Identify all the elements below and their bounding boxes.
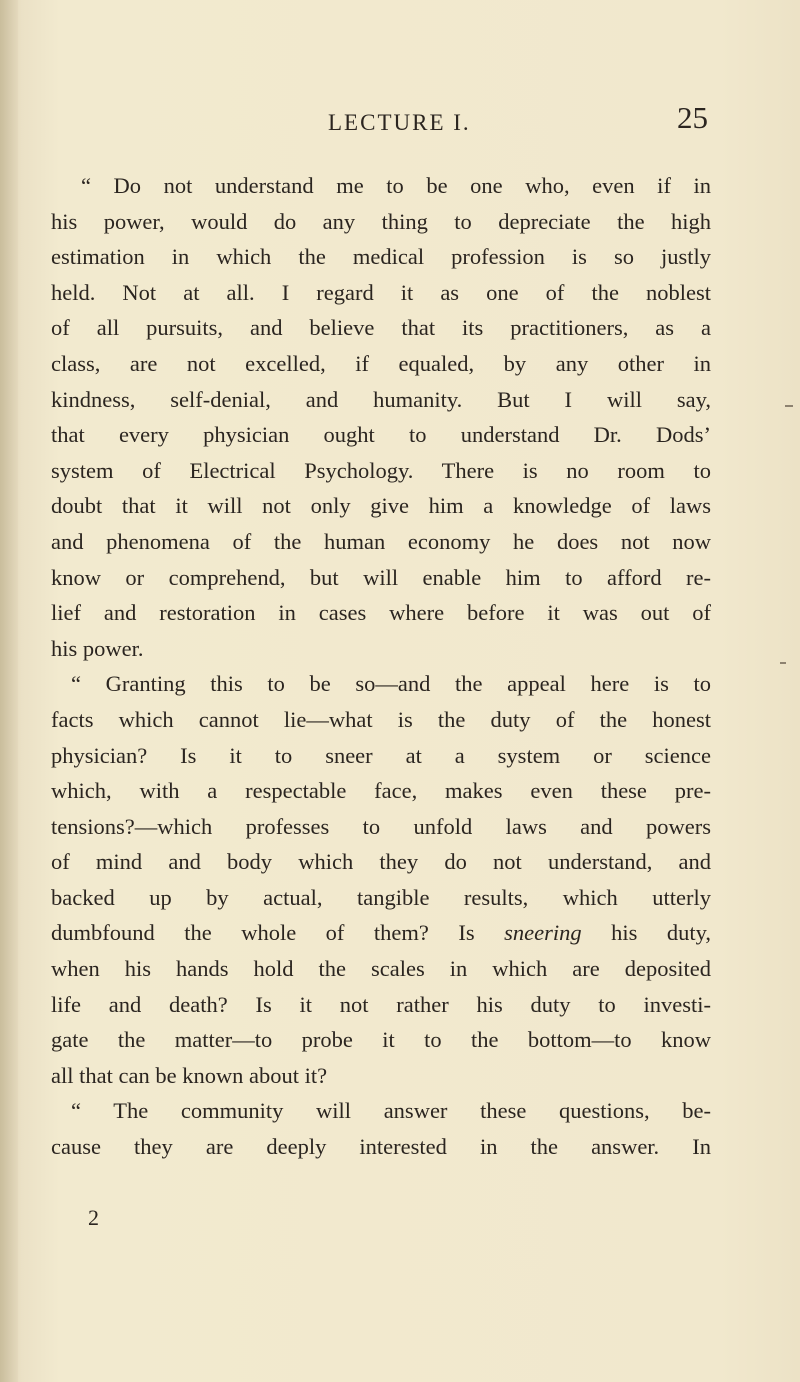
text-line: life and death? Is it not rather his duty to investi- [51,991,711,1017]
text-line: and phenomena of the human economy he does not now [51,528,711,554]
running-head: LECTURE I. [328,110,471,135]
text-line: which, with a respectable face, makes even these pre- [51,778,711,804]
text-line: “ The community will answer these questions, be- [71,1098,711,1124]
text-line: physician? Is it to sneer at a system or science [51,742,711,768]
body-text [51,168,711,1165]
text-line: when his hands hold the scales in which are deposited [51,956,711,982]
text-line: kindness, self-denial, and humanity. But I will say, [51,386,711,412]
margin-mark [785,405,793,407]
page-spine-shadow [0,0,18,1382]
text-line: cause they are deeply interested in the answer. In [51,1134,711,1160]
text-line: held. Not at all. I regard it as one of the noblest [51,279,711,305]
text-line: of mind and body which they do not understand, and [51,849,711,875]
text-line: all that can be known about it? [51,1062,328,1088]
text-line: his power, would do any thing to depreciate the high [51,208,711,234]
text-line: know or comprehend, but will enable him to afford re- [51,564,711,590]
text-line: gate the matter—to probe it to the bottom—to know [51,1027,711,1053]
text-line: “ Do not understand me to be one who, even if in [81,173,711,198]
text-line: doubt that it will not only give him a knowledge of laws [51,493,711,519]
signature-mark: 2 [88,1205,99,1230]
text-line: of all pursuits, and believe that its practitioners, as a [51,315,711,341]
text-line: system of Electrical Psychology. There is no room to [51,457,711,483]
text-line: his power. [51,635,144,661]
text-fragment: his duty, [611,920,711,946]
margin-mark [780,662,786,664]
text-line: class, are not excelled, if equaled, by any other in [51,350,711,376]
text-line: estimation in which the medical profession is so justly [51,244,711,270]
italic-word: sneering [504,920,582,946]
text-fragment: dumbfound the whole of them? Is [51,920,475,946]
text-line-with-italic [51,915,711,951]
text-line: backed up by actual, tangible results, which utterly [51,884,711,910]
text-line: lief and restoration in cases where before it was out of [51,600,711,626]
text-line: that every physician ought to understand Dr. Dods’ [51,422,711,448]
text-line: “ Granting this to be so—and the appeal here is to [71,671,711,697]
text-line: tensions?—which professes to unfold laws and powers [51,813,711,839]
page-header [0,98,800,138]
text-line: facts which cannot lie—what is the duty of the honest [51,706,711,732]
page-number: 25 [677,100,708,135]
